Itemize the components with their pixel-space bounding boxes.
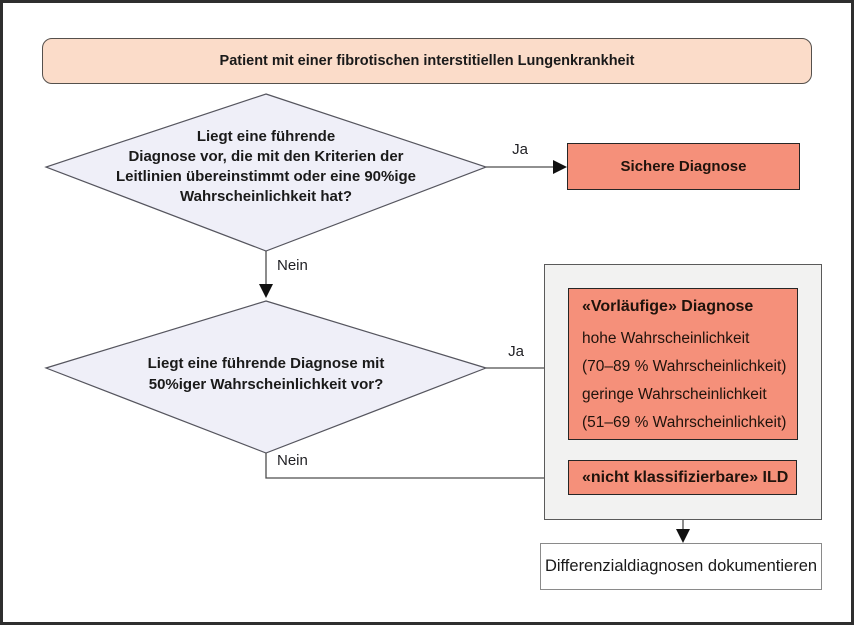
provisional-line: geringe Wahrscheinlichkeit (582, 386, 767, 403)
arrowhead-right-icon (553, 160, 567, 174)
decision1-text (46, 127, 486, 207)
arrowhead-down-icon (676, 529, 690, 543)
arrowhead-down-icon (259, 284, 273, 298)
decision2-yes-label: Ja (508, 343, 524, 360)
decision1-yes-label: Ja (512, 141, 528, 158)
decision1-line: Leitlinien übereinstimmt oder eine 90%ige (115, 168, 417, 185)
decision2-line: Liegt eine führende Diagnose mit (147, 355, 385, 372)
sure-diagnosis-label: Sichere Diagnose (620, 158, 747, 175)
document-differential-node (540, 543, 822, 590)
decision1-line: Wahrscheinlichkeit hat? (180, 188, 352, 205)
unclassifiable-ild-label: «nicht klassifizierbare» ILD (582, 468, 789, 486)
provisional-line: (51–69 % Wahrscheinlichkeit) (582, 414, 787, 431)
decision2-line: 50%iger Wahrscheinlichkeit vor? (148, 376, 384, 393)
start-node (42, 38, 812, 84)
provisional-diagnosis-node (568, 288, 798, 440)
provisional-diagnosis-title: «Vorläufige» Diagnose (582, 298, 754, 315)
provisional-line: (70–89 % Wahrscheinlichkeit) (582, 358, 787, 375)
decision2-text (46, 353, 486, 395)
decision2-no-label: Nein (277, 452, 308, 469)
decision1-no-label: Nein (277, 257, 308, 274)
document-differential-label: Differenzialdiagnosen dokumentieren (544, 557, 818, 575)
unclassifiable-ild-node (568, 460, 797, 495)
provisional-line: hohe Wahrscheinlichkeit (582, 330, 750, 347)
start-node-label: Patient mit einer fibrotischen interstitiellen Lungenkrankheit (219, 53, 635, 69)
decision1-line: Liegt eine führende (196, 128, 336, 145)
sure-diagnosis-node (567, 143, 800, 190)
decision1-line: Diagnose vor, die mit den Kriterien der (128, 148, 404, 165)
